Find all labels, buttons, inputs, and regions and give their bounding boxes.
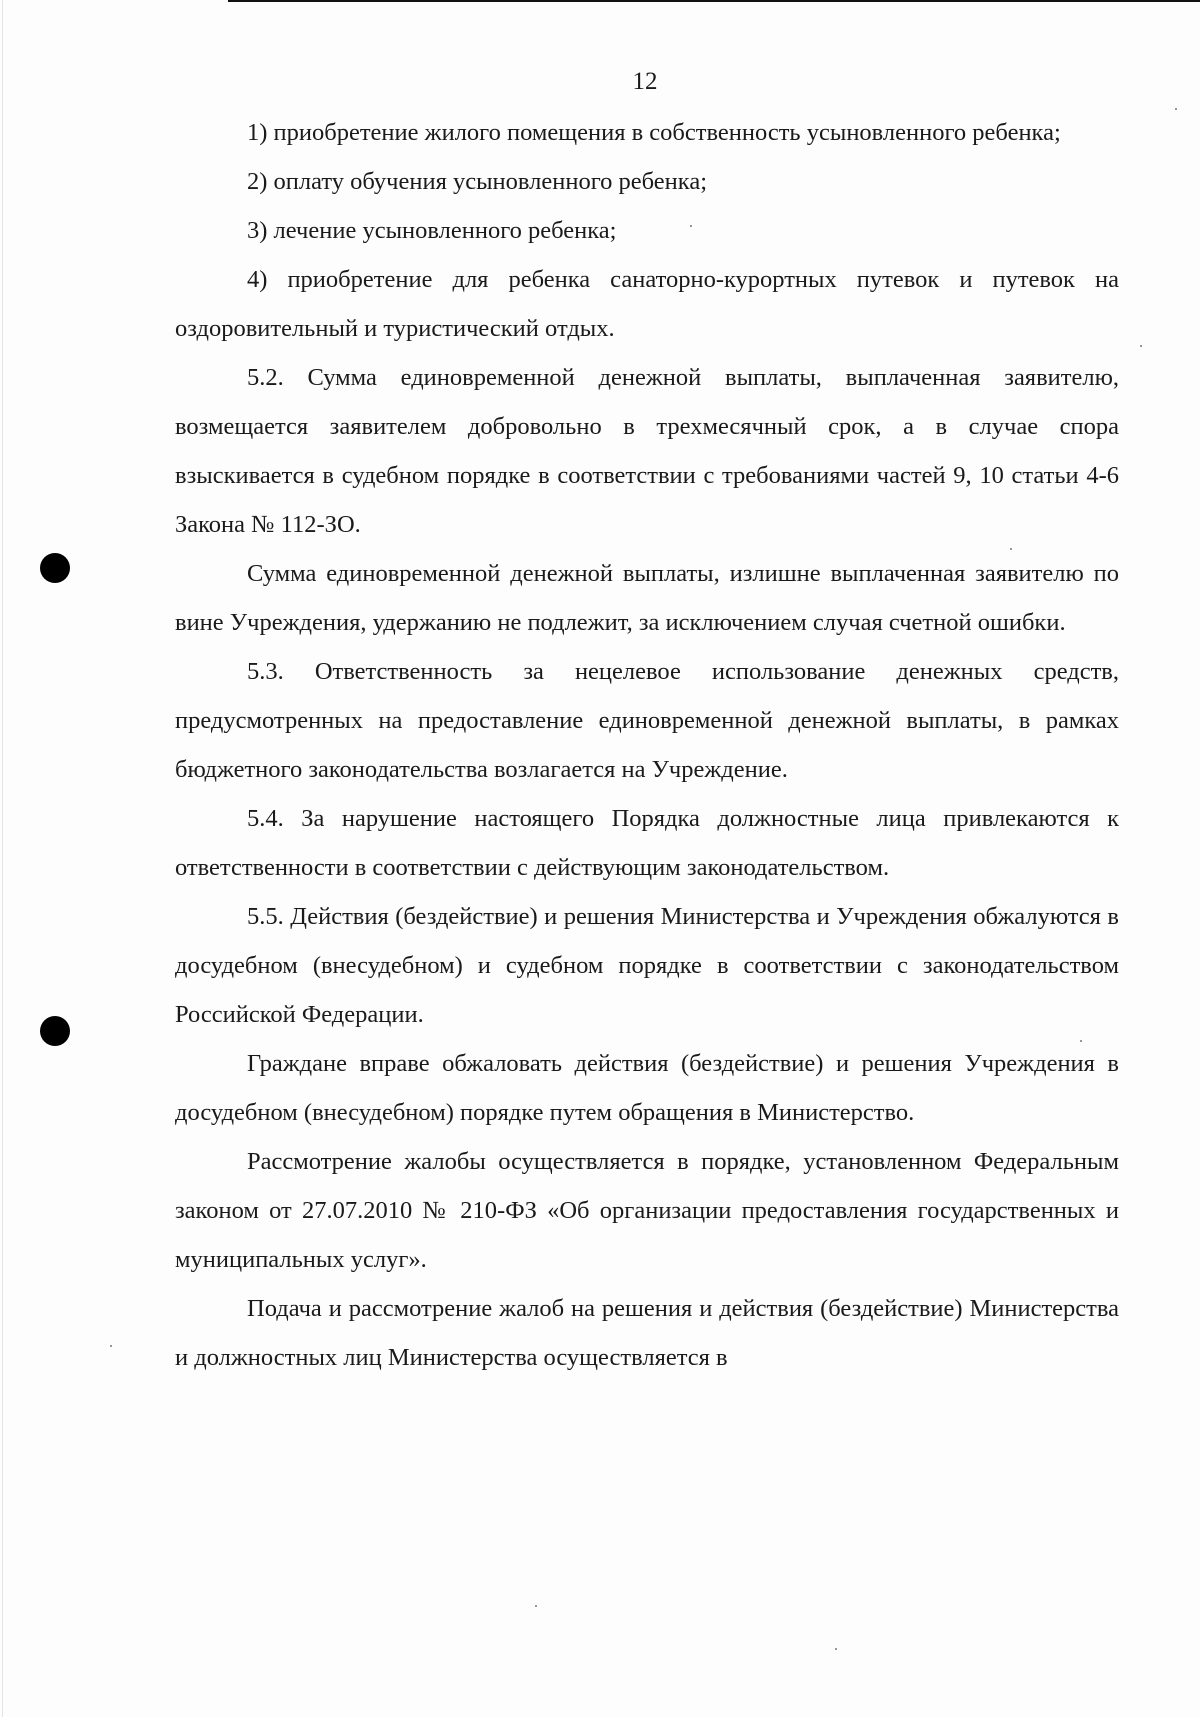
document-body [175,108,1119,1382]
paragraph-5-4: 5.4. За нарушение настоящего Порядка должностные лица привлекаются к ответственности в соответствии с действующим законодательством. [175,805,1119,881]
paragraph-item-1: 1) приобретение жилого помещения в собственность усыновленного ребенка; [247,119,1061,146]
paragraph-item-2: 2) оплату обучения усыновленного ребенка; [247,168,708,195]
punch-hole-upper [40,553,70,583]
paragraph-5-3: 5.3. Ответственность за нецелевое использование денежных средств, предусмотренных на предоставление единовременной денежной выплаты, в рамках бюджетного законодательства возлагается на Учреждение. [175,658,1119,783]
scan-speck [1140,345,1142,347]
paragraph-citizens-appeal: Граждане вправе обжаловать действия (бездействие) и решения Учреждения в досудебном (внесудебном) порядке путем обращения в Министерство. [175,1050,1119,1126]
page-number: 12 [632,68,658,95]
paragraph-overpayment: Сумма единовременной денежной выплаты, излишне выплаченная заявителю по вине Учреждения, удержанию не подлежит, за исключением случая счетной ошибки. [175,560,1119,636]
paragraph-complaint-review: Рассмотрение жалобы осуществляется в порядке, установленном Федеральным законом от 27.07.2010 № 210-ФЗ «Об организации предоставления государственных и муниципальных услуг». [175,1148,1119,1273]
paragraph-item-3: 3) лечение усыновленного ребенка; [247,217,617,244]
scan-speck [1175,108,1177,110]
paragraph-complaint-submission: Подача и рассмотрение жалоб на решения и действия (бездействие) Министерства и должностных лиц Министерства осуществляется в [175,1295,1119,1371]
scan-speck [535,1605,537,1607]
punch-hole-lower [40,1016,70,1046]
scan-speck [835,1648,837,1650]
scan-edge-line [2,0,3,1717]
paragraph-item-4: 4) приобретение для ребенка санаторно-курортных путевок и путевок на оздоровительный и туристический отдых. [175,266,1119,342]
scan-speck [110,1345,112,1347]
paragraph-5-2: 5.2. Сумма единовременной денежной выплаты, выплаченная заявителю, возмещается заявителем добровольно в трехмесячный срок, а в случае спора взыскивается в судебном порядке в соответствии с требованиями частей 9, 10 статьи 4-6 Закона № 112-ЗО. [175,364,1119,538]
top-border-line [228,0,1200,2]
paragraph-5-5: 5.5. Действия (бездействие) и решения Министерства и Учреждения обжалуются в досудебном (внесудебном) и судебном порядке в соответствии с законодательством Российской Федерации. [175,903,1119,1028]
